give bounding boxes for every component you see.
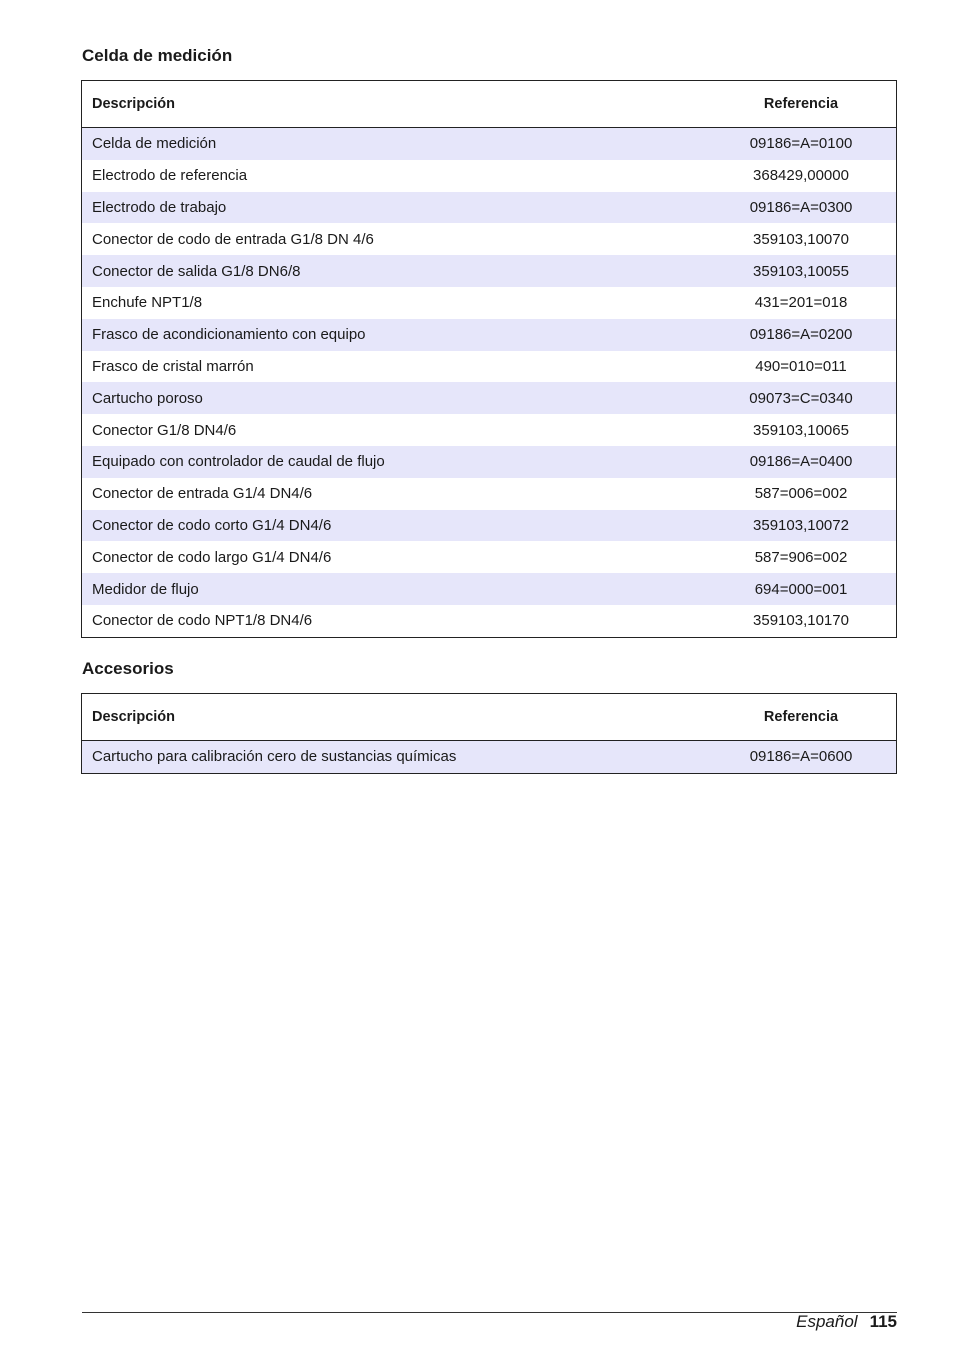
row-description: Cartucho poroso bbox=[82, 382, 707, 414]
table-row bbox=[82, 287, 897, 319]
page-footer bbox=[796, 1312, 897, 1332]
parts-table-celda-de-medicion bbox=[81, 80, 897, 638]
table-row bbox=[82, 128, 897, 160]
table-row bbox=[82, 319, 897, 351]
row-reference: 09186=A=0100 bbox=[706, 128, 897, 160]
table-row bbox=[82, 510, 897, 542]
table-row bbox=[82, 223, 897, 255]
table-row bbox=[82, 255, 897, 287]
footer-language: Español bbox=[796, 1312, 858, 1331]
parts-table-accesorios bbox=[81, 693, 897, 774]
table-row bbox=[82, 160, 897, 192]
row-reference: 09186=A=0600 bbox=[706, 741, 897, 774]
row-reference: 359103,10065 bbox=[706, 414, 897, 446]
row-reference: 09186=A=0400 bbox=[706, 446, 897, 478]
row-description: Frasco de acondicionamiento con equipo bbox=[82, 319, 707, 351]
row-reference: 490=010=011 bbox=[706, 351, 897, 383]
row-description: Medidor de flujo bbox=[82, 573, 707, 605]
row-reference: 431=201=018 bbox=[706, 287, 897, 319]
row-reference: 368429,00000 bbox=[706, 160, 897, 192]
row-reference: 09073=C=0340 bbox=[706, 382, 897, 414]
row-description: Cartucho para calibración cero de sustancias químicas bbox=[82, 741, 707, 774]
row-description: Enchufe NPT1/8 bbox=[82, 287, 707, 319]
row-description: Conector G1/8 DN4/6 bbox=[82, 414, 707, 446]
table-row bbox=[82, 192, 897, 224]
row-description: Electrodo de referencia bbox=[82, 160, 707, 192]
table-row bbox=[82, 446, 897, 478]
table-row bbox=[82, 741, 897, 774]
row-description: Equipado con controlador de caudal de flujo bbox=[82, 446, 707, 478]
table-row bbox=[82, 478, 897, 510]
page-number: 115 bbox=[869, 1312, 897, 1331]
table-row bbox=[82, 382, 897, 414]
section-title-accesorios: Accesorios bbox=[82, 659, 174, 678]
row-reference: 587=906=002 bbox=[706, 541, 897, 573]
row-description: Conector de codo corto G1/4 DN4/6 bbox=[82, 510, 707, 542]
row-description: Conector de codo NPT1/8 DN4/6 bbox=[82, 605, 707, 637]
row-description: Electrodo de trabajo bbox=[82, 192, 707, 224]
row-reference: 359103,10072 bbox=[706, 510, 897, 542]
row-reference: 694=000=001 bbox=[706, 573, 897, 605]
table-header-row bbox=[82, 694, 897, 741]
table-header-row bbox=[82, 81, 897, 128]
column-header-description: Descripción bbox=[82, 694, 707, 741]
row-description: Conector de codo largo G1/4 DN4/6 bbox=[82, 541, 707, 573]
column-header-reference: Referencia bbox=[706, 81, 897, 128]
section-title-celda-de-medicion: Celda de medición bbox=[82, 46, 233, 65]
row-reference: 359103,10170 bbox=[706, 605, 897, 637]
row-description: Conector de codo de entrada G1/8 DN 4/6 bbox=[82, 223, 707, 255]
table-row bbox=[82, 351, 897, 383]
row-reference: 09186=A=0300 bbox=[706, 192, 897, 224]
column-header-description: Descripción bbox=[82, 81, 707, 128]
row-reference: 359103,10055 bbox=[706, 255, 897, 287]
table-row bbox=[82, 541, 897, 573]
row-description: Conector de salida G1/8 DN6/8 bbox=[82, 255, 707, 287]
row-description: Celda de medición bbox=[82, 128, 707, 160]
table-row bbox=[82, 605, 897, 637]
table-row bbox=[82, 573, 897, 605]
column-header-reference: Referencia bbox=[706, 694, 897, 741]
row-reference: 09186=A=0200 bbox=[706, 319, 897, 351]
row-reference: 359103,10070 bbox=[706, 223, 897, 255]
row-description: Conector de entrada G1/4 DN4/6 bbox=[82, 478, 707, 510]
row-reference: 587=006=002 bbox=[706, 478, 897, 510]
row-description: Frasco de cristal marrón bbox=[82, 351, 707, 383]
footer-divider bbox=[82, 1312, 897, 1313]
table-row bbox=[82, 414, 897, 446]
